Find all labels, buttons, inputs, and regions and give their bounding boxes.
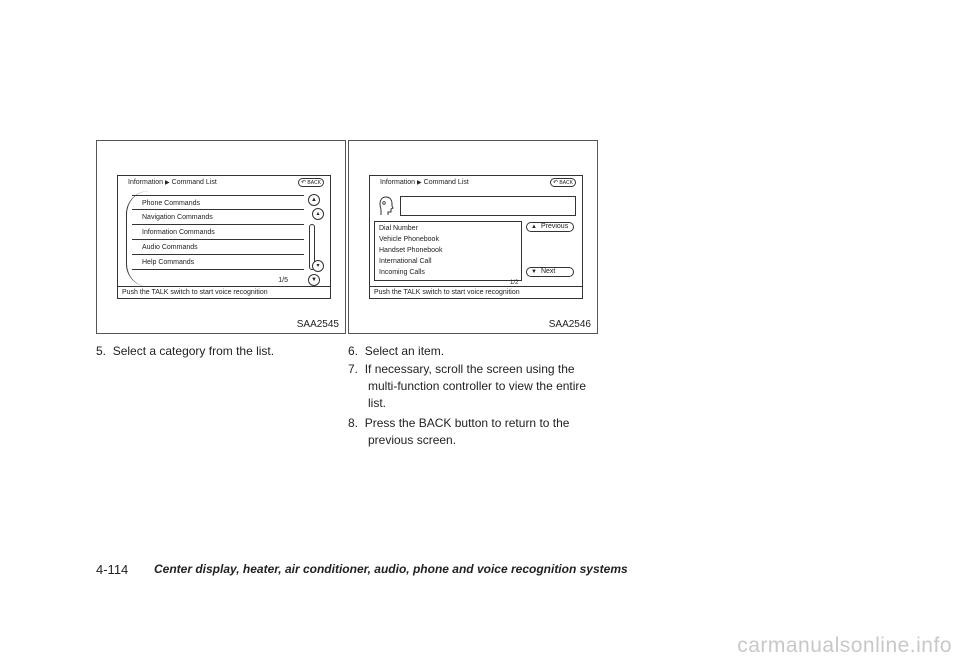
list-item-phone-commands[interactable]: Phone Commands: [132, 195, 304, 210]
step-8: [348, 415, 569, 432]
list-item-help-commands[interactable]: Help Commands: [132, 255, 304, 270]
phone-command-list: [374, 221, 522, 281]
page-indicator: 1/5: [278, 277, 288, 284]
breadcrumb: [128, 179, 217, 186]
step-7: [348, 361, 575, 378]
down-arrow-icon[interactable]: ▾: [312, 260, 324, 272]
step-number: 5.: [96, 344, 107, 358]
scroll-up-icon: ▲: [531, 224, 537, 230]
next-label: Next: [540, 268, 556, 275]
scroll-down-icon[interactable]: ▼: [308, 274, 320, 286]
screen-command-list: [117, 175, 331, 299]
breadcrumb-information: Information: [128, 179, 164, 186]
face-icon: [378, 196, 394, 216]
breadcrumb-command-list: Command List: [423, 179, 469, 186]
step-8-continued: previous screen.: [368, 433, 457, 447]
scroll-up-icon[interactable]: ▲: [308, 194, 320, 206]
step-number: 8.: [348, 416, 359, 430]
back-label: BACK: [559, 180, 573, 186]
step-text: Press the BACK button to return to the: [364, 416, 570, 430]
page-number: 4-114: [96, 562, 129, 577]
breadcrumb-command-list: Command List: [171, 179, 217, 186]
figure-label: SAA2545: [296, 319, 339, 330]
back-button[interactable]: [550, 178, 576, 187]
back-arrow-icon: ↶: [301, 180, 307, 186]
triangle-right-icon: ▶: [165, 180, 170, 186]
previous-button[interactable]: [526, 222, 574, 232]
command-category-list: [132, 193, 302, 285]
back-arrow-icon: ↶: [553, 180, 559, 186]
screen-phone-commands: [369, 175, 583, 299]
previous-label: Previous: [540, 223, 569, 230]
back-label: BACK: [307, 180, 321, 186]
back-button[interactable]: [298, 178, 324, 187]
next-button[interactable]: [526, 267, 574, 277]
figure-saa2545: [96, 140, 346, 334]
list-item-information-commands[interactable]: Information Commands: [132, 225, 304, 240]
breadcrumb-information: Information: [380, 179, 416, 186]
watermark: carmanualsonline.info: [737, 634, 952, 657]
status-bar: Push the TALK switch to start voice recognition: [118, 286, 330, 298]
step-text: Select a category from the list.: [112, 344, 275, 358]
list-item-dial-number[interactable]: Dial Number: [379, 225, 418, 232]
section-title: Center display, heater, air conditioner, audio, phone and voice recognition systems: [154, 562, 628, 576]
list-item-incoming-calls[interactable]: Incoming Calls: [379, 269, 425, 276]
list-item-international-call[interactable]: International Call: [379, 258, 432, 265]
list-item-navigation-commands[interactable]: Navigation Commands: [132, 210, 304, 225]
step-7-continued-2: list.: [368, 396, 386, 410]
figure-label: SAA2546: [548, 319, 591, 330]
list-item-audio-commands[interactable]: Audio Commands: [132, 240, 304, 255]
list-item-handset-phonebook[interactable]: Handset Phonebook: [379, 247, 443, 254]
status-bar: Push the TALK switch to start voice recognition: [370, 286, 582, 298]
figure-saa2546: [348, 140, 598, 334]
step-text: Select an item.: [364, 344, 445, 358]
step-number: 7.: [348, 362, 359, 376]
page-indicator: 1/2: [510, 280, 519, 286]
step-6: [348, 343, 444, 360]
step-number: 6.: [348, 344, 359, 358]
step-7-continued: multi-function controller to view the entire: [368, 379, 587, 393]
triangle-right-icon: ▶: [417, 180, 422, 186]
step-text: If necessary, scroll the screen using the: [364, 362, 575, 376]
voice-input-display: [400, 196, 576, 216]
breadcrumb: [380, 179, 469, 186]
up-arrow-icon[interactable]: ▴: [312, 208, 324, 220]
scroll-down-icon: ▼: [531, 269, 537, 275]
list-item-vehicle-phonebook[interactable]: Vehicle Phonebook: [379, 236, 439, 243]
step-5: [96, 343, 274, 360]
